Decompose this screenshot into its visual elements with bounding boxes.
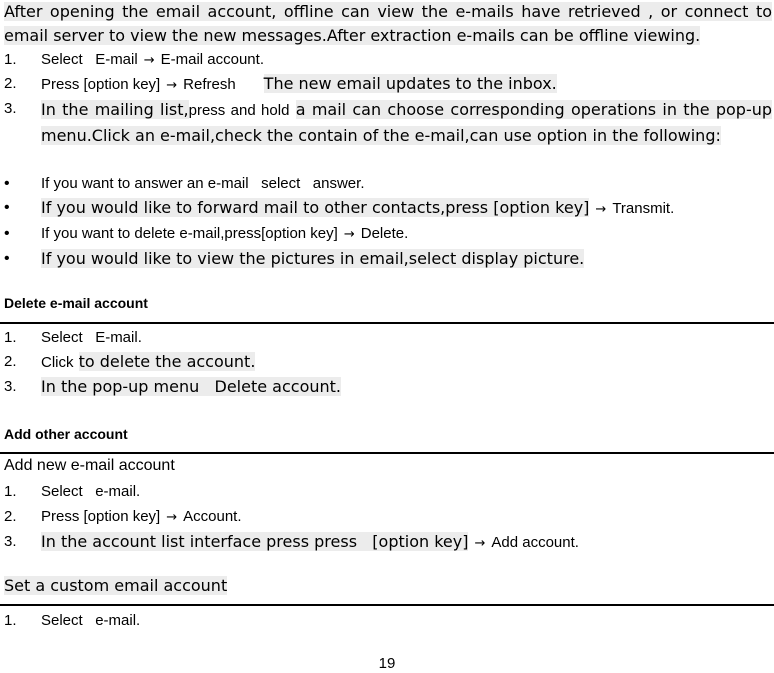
step-number: 1.	[4, 329, 17, 346]
step-text: Refresh	[183, 76, 236, 93]
step-text: E-mail account.	[160, 51, 264, 68]
step-text: Press [option key]	[41, 76, 161, 93]
step-number: 3.	[4, 533, 17, 550]
step-text: press and hold	[188, 102, 290, 119]
read-step-3	[4, 97, 772, 171]
step-text: a mail can choose corresponding operations in the pop-up menu.Click an e-mail,check the contain of the e-mail,can use option in the following:	[41, 100, 773, 145]
section-divider	[0, 604, 774, 606]
option-tail: Transmit.	[612, 200, 675, 217]
step-text: Account.	[183, 508, 242, 525]
arrow-right-icon: →	[166, 510, 178, 525]
step-text: Add account.	[491, 534, 579, 551]
step-text: Select E-mail	[41, 51, 138, 68]
option-text: If you want to answer an e-mail select answer.	[41, 175, 365, 192]
step-text: Click	[41, 354, 74, 371]
step-text: Select e-mail.	[41, 612, 141, 629]
step-text: In the pop-up menu Delete account.	[41, 377, 341, 396]
step-text: Press [option key]	[41, 508, 161, 525]
section-heading-text: Set a custom email account	[4, 576, 228, 595]
step-number: 3.	[4, 378, 17, 395]
section-heading-delete: Delete e-mail account	[4, 295, 148, 311]
arrow-right-icon: →	[166, 78, 178, 93]
step-number: 3.	[4, 100, 17, 117]
bullet-icon: •	[4, 175, 10, 192]
section-heading-add: Add other account	[4, 426, 128, 442]
step-number: 2.	[4, 353, 17, 370]
step-number: 1.	[4, 612, 17, 629]
step-text: to delete the account.	[78, 352, 256, 371]
bullet-icon: •	[4, 225, 10, 242]
bullet-icon: •	[4, 250, 10, 267]
option-text: If you would like to view the pictures in email,select display picture.	[41, 249, 585, 268]
arrow-right-icon: →	[143, 53, 155, 68]
option-text: If you want to delete e-mail,press[option key]	[41, 225, 338, 242]
intro-paragraph	[4, 0, 772, 48]
step-text: In the mailing list,	[41, 100, 189, 119]
section-divider	[0, 452, 774, 454]
arrow-right-icon: →	[474, 536, 486, 551]
step-number: 2.	[4, 508, 17, 525]
step-number: 1.	[4, 51, 17, 68]
bullet-icon: •	[4, 199, 10, 216]
step-text: The new email updates to the inbox.	[263, 74, 557, 93]
section-heading-custom	[4, 575, 227, 597]
option-text: If you would like to forward mail to other contacts,press [option key]	[41, 198, 590, 217]
step-number: 2.	[4, 75, 17, 92]
step-text: Select E-mail.	[41, 329, 142, 346]
step-number: 1.	[4, 483, 17, 500]
step-text: Select e-mail.	[41, 483, 141, 500]
add-lead-text: Add new e-mail account	[4, 457, 175, 474]
option-tail: Delete.	[360, 225, 409, 242]
step-text: In the account list interface press press [option key]	[41, 532, 469, 551]
page-number: 19	[378, 655, 396, 672]
arrow-right-icon: →	[343, 227, 355, 242]
intro-text: After opening the email account, offline can view the e-mails have retrieved , or connect to email server to view the new messages.After extraction e-mails can be offline viewing.	[4, 2, 772, 45]
section-divider	[0, 322, 774, 324]
arrow-right-icon: →	[595, 202, 607, 217]
